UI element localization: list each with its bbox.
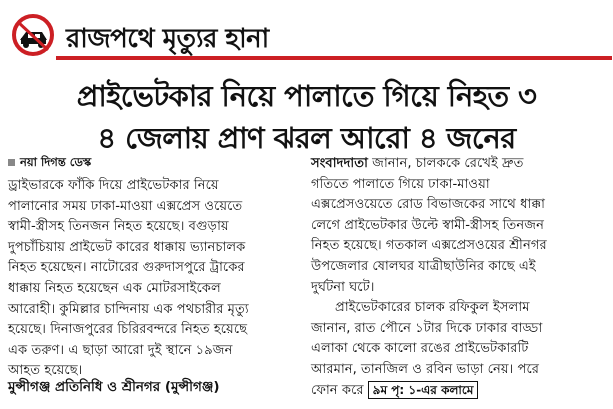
right-line: উপজেলার ষোলঘর যাত্রীছাউনির কাছে এই — [311, 258, 536, 274]
right-line-text: জানান, চালককে রেখেই দ্রুত — [367, 156, 524, 171]
desk-label: নয়া দিগন্ত ডেস্ক — [20, 155, 92, 169]
column-divider — [305, 156, 306, 396]
right-line — [311, 154, 607, 175]
left-line: আরোহী। কুমিল্লার চান্দিনায় এক পথচারীর মৃত্যু — [8, 301, 249, 317]
left-column — [8, 176, 300, 382]
right-line: গতিতে পালাতে গিয়ে ঢাকা-মাওয়া — [311, 176, 490, 192]
headline-line-1: প্রাইভেটকার নিয়ে পালাতে গিয়ে নিহত ৩ — [76, 79, 537, 113]
left-line: ড্রাইভারকে ফাঁকি দিয়ে প্রাইভেটকার নিয়ে — [8, 178, 219, 193]
header-rule — [56, 56, 612, 60]
left-line: হয়েছে। দিনাজপুরের চিরিরবন্দরে নিহত হয়েছে — [8, 322, 248, 338]
headline-line-2: ৪ জেলায় প্রাণ ঝরল আরো ৪ জনের — [97, 121, 516, 155]
right-line: দুর্ঘটনা ঘটে। — [311, 279, 375, 295]
right-column — [311, 154, 607, 401]
continuation-box[interactable] — [368, 381, 479, 399]
left-line: পালানোর সময় ঢাকা-মাওয়া এক্সপ্রেস ওয়েতে — [8, 198, 243, 214]
left-line: দুপচাঁচিয়ায় প্রাইভেট কারের ধাক্কায় ভ্যানচালক — [8, 239, 246, 255]
right-line: প্রাইভেটকারের চালক রফিকুল ইসলাম — [335, 300, 530, 316]
right-line-text: ফোন করে — [311, 382, 364, 398]
left-line: ধাক্কায় নিহত হয়েছেন এক মোটরসাইকেল — [8, 280, 221, 296]
right-line: আরমান, তানজিল ও রবিন ভাড়া নেয়। পরে — [311, 361, 540, 377]
left-line: স্বামী-স্ত্রীসহ তিনজন নিহত হয়েছে। বগুড়ায় — [8, 219, 229, 235]
right-line — [311, 381, 607, 402]
right-line: লেগে প্রাইভেটকার উল্টে স্বামী-স্ত্রীসহ তিনজন — [311, 217, 544, 233]
section-header — [6, 6, 606, 60]
left-line: নিহত হয়েছেন। নাটোরের গুরুদাসপুরে ট্রাকের — [8, 260, 245, 276]
left-line: আহত হয়েছে। — [8, 363, 83, 379]
section-kicker: রাজপথে মৃত্যুর হানা — [66, 24, 269, 54]
right-line: জানান, রাত পৌনে ১টার দিকে ঢাকার বাড্ডা — [311, 320, 543, 336]
reporter-credit: মুন্সীগঞ্জ প্রতিনিধি ও শ্রীনগর (মুন্সীগঞ্জ) — [8, 379, 220, 395]
right-line: এক্সপ্রেসওয়েতে রোড বিভাজকের সাথে ধাক্কা — [311, 197, 545, 213]
desk-byline — [8, 154, 91, 173]
correspondent-label: সংবাদদাতা — [311, 156, 368, 171]
right-line: এলাকা থেকে কালো রঙের প্রাইভেটকারটি — [311, 341, 529, 357]
bullet-icon — [8, 159, 15, 166]
road-accident-icon — [12, 14, 54, 56]
continuation-label: ৯ম পৃ: ১-এর কলামে — [372, 382, 474, 397]
left-line: এক তরুণ। এ ছাড়া আরো দুই স্থানে ১৯জন — [8, 342, 233, 358]
right-line: নিহত হয়েছে। গতকাল এক্সপ্রেসওয়ের শ্রীনগর — [311, 238, 547, 254]
